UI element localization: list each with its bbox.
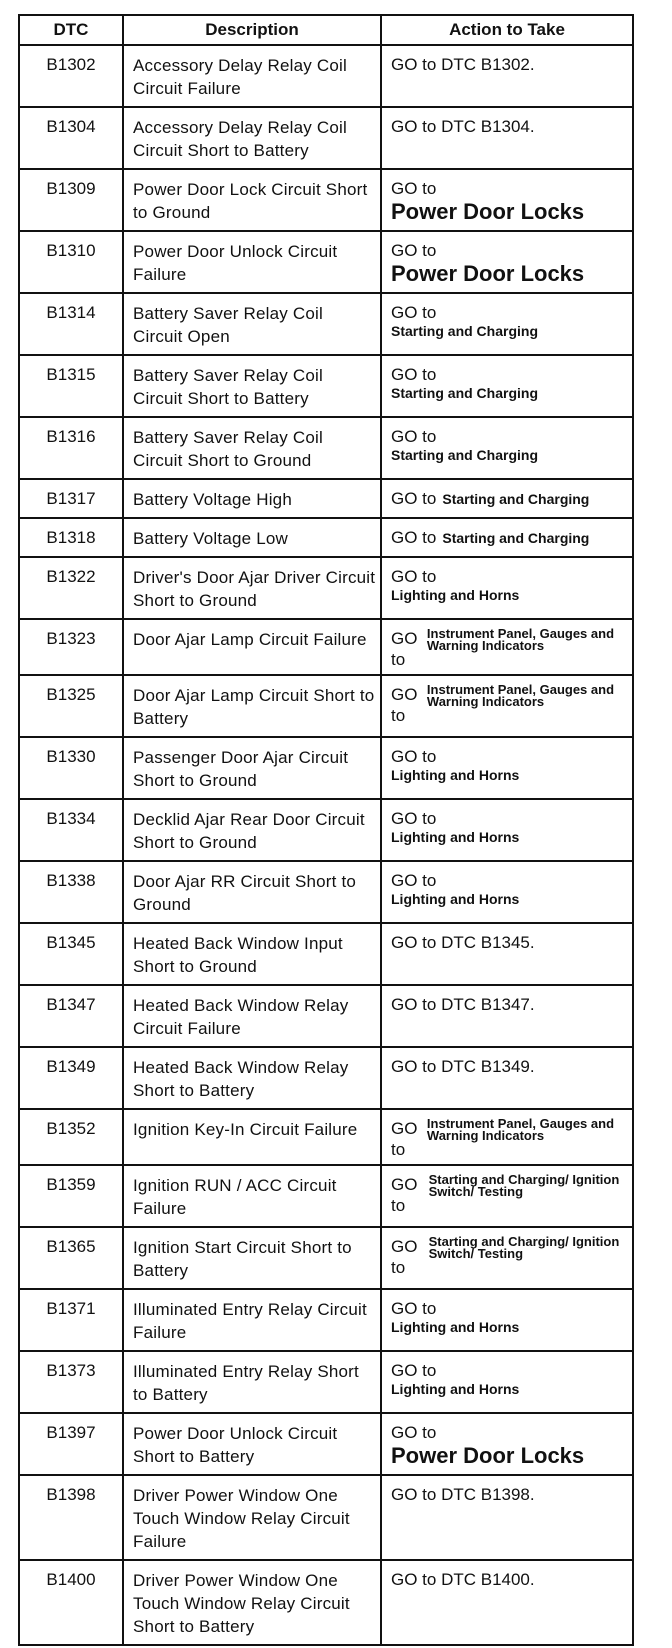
table-row bbox=[19, 675, 633, 737]
action-text: GO to bbox=[391, 747, 437, 766]
action-text: GO to bbox=[391, 1119, 418, 1159]
dtc-description: Accessory Delay Relay Coil Circuit Failure bbox=[123, 45, 381, 107]
dtc-description: Decklid Ajar Rear Door Circuit Short to Ground bbox=[123, 799, 381, 861]
action-section-link[interactable]: Power Door Locks bbox=[391, 1443, 585, 1468]
dtc-code: B1397 bbox=[19, 1413, 123, 1475]
action-cell bbox=[381, 417, 633, 479]
action-text: GO to bbox=[391, 365, 437, 384]
action-inline-group bbox=[391, 628, 630, 670]
dtc-code: B1310 bbox=[19, 231, 123, 293]
action-cell bbox=[381, 737, 633, 799]
table-row bbox=[19, 1289, 633, 1351]
dtc-code: B1315 bbox=[19, 355, 123, 417]
dtc-description: Accessory Delay Relay Coil Circuit Short to Battery bbox=[123, 107, 381, 169]
action-cell bbox=[381, 1289, 633, 1351]
action-text: GO to bbox=[391, 685, 418, 725]
dtc-description: Heated Back Window Relay Short to Battery bbox=[123, 1047, 381, 1109]
action-text: GO to DTC B1302. bbox=[391, 55, 535, 74]
table-row bbox=[19, 985, 633, 1047]
action-section-link[interactable]: Lighting and Horns bbox=[391, 891, 520, 907]
dtc-code: B1318 bbox=[19, 518, 123, 557]
table-row bbox=[19, 1560, 633, 1645]
action-section-link[interactable]: Starting and Charging bbox=[391, 323, 538, 339]
dtc-description: Passenger Door Ajar Circuit Short to Ground bbox=[123, 737, 381, 799]
action-text: GO to bbox=[391, 489, 437, 508]
dtc-description: Battery Voltage High bbox=[123, 479, 381, 518]
action-text: GO to DTC B1304. bbox=[391, 117, 535, 136]
table-row bbox=[19, 355, 633, 417]
action-inline-group bbox=[391, 684, 630, 726]
action-text: GO to bbox=[391, 1299, 437, 1318]
header-dtc: DTC bbox=[19, 15, 123, 45]
action-cell bbox=[381, 1560, 633, 1645]
dtc-code: B1373 bbox=[19, 1351, 123, 1413]
dtc-code: B1317 bbox=[19, 479, 123, 518]
dtc-code: B1365 bbox=[19, 1227, 123, 1289]
dtc-description: Power Door Unlock Circuit Failure bbox=[123, 231, 381, 293]
action-cell bbox=[381, 1165, 633, 1227]
dtc-code: B1316 bbox=[19, 417, 123, 479]
action-text: GO to DTC B1398. bbox=[391, 1485, 535, 1504]
action-cell bbox=[381, 1047, 633, 1109]
action-text: GO to DTC B1347. bbox=[391, 995, 535, 1014]
action-text: GO to bbox=[391, 1237, 418, 1277]
action-text: GO to bbox=[391, 629, 418, 669]
table-row bbox=[19, 45, 633, 107]
table-row bbox=[19, 557, 633, 619]
dtc-code: B1302 bbox=[19, 45, 123, 107]
action-section-link[interactable]: Instrument Panel, Gauges and Warning Indicators bbox=[426, 1116, 615, 1143]
action-section-link[interactable]: Starting and Charging bbox=[442, 491, 590, 507]
action-text: GO to bbox=[391, 1175, 418, 1215]
dtc-code: B1304 bbox=[19, 107, 123, 169]
dtc-description: Driver's Door Ajar Driver Circuit Short to Ground bbox=[123, 557, 381, 619]
table-row bbox=[19, 1047, 633, 1109]
action-section-link[interactable]: Lighting and Horns bbox=[391, 587, 520, 603]
action-cell bbox=[381, 799, 633, 861]
action-cell bbox=[381, 1413, 633, 1475]
action-cell bbox=[381, 231, 633, 293]
dtc-description: Driver Power Window One Touch Window Relay Circuit Failure bbox=[123, 1475, 381, 1560]
action-cell bbox=[381, 169, 633, 231]
action-cell bbox=[381, 861, 633, 923]
action-section-link[interactable]: Power Door Locks bbox=[391, 261, 585, 286]
dtc-description: Ignition Key-In Circuit Failure bbox=[123, 1109, 381, 1165]
dtc-code: B1349 bbox=[19, 1047, 123, 1109]
action-text: GO to bbox=[391, 567, 437, 586]
table-row bbox=[19, 1109, 633, 1165]
action-text: GO to bbox=[391, 1361, 437, 1380]
table-row bbox=[19, 518, 633, 557]
table-row bbox=[19, 107, 633, 169]
dtc-description: Power Door Unlock Circuit Short to Battery bbox=[123, 1413, 381, 1475]
dtc-description: Heated Back Window Input Short to Ground bbox=[123, 923, 381, 985]
dtc-code: B1323 bbox=[19, 619, 123, 675]
action-text: GO to bbox=[391, 303, 437, 322]
action-section-link[interactable]: Starting and Charging bbox=[391, 385, 538, 401]
action-cell bbox=[381, 518, 633, 557]
action-section-link[interactable]: Starting and Charging bbox=[391, 447, 538, 463]
dtc-description: Illuminated Entry Relay Circuit Failure bbox=[123, 1289, 381, 1351]
action-cell bbox=[381, 479, 633, 518]
dtc-description: Door Ajar Lamp Circuit Failure bbox=[123, 619, 381, 675]
table-row bbox=[19, 1227, 633, 1289]
action-text: GO to bbox=[391, 528, 437, 547]
dtc-table bbox=[18, 14, 634, 1646]
action-cell bbox=[381, 1475, 633, 1560]
dtc-code: B1338 bbox=[19, 861, 123, 923]
dtc-code: B1347 bbox=[19, 985, 123, 1047]
dtc-code: B1309 bbox=[19, 169, 123, 231]
action-text: GO to bbox=[391, 241, 437, 260]
action-text: GO to DTC B1349. bbox=[391, 1057, 535, 1076]
action-section-link[interactable]: Lighting and Horns bbox=[391, 829, 520, 845]
header-description: Description bbox=[123, 15, 381, 45]
table-row bbox=[19, 737, 633, 799]
dtc-description: Illuminated Entry Relay Short to Battery bbox=[123, 1351, 381, 1413]
table-row bbox=[19, 169, 633, 231]
action-inline-group bbox=[391, 1118, 630, 1160]
action-text: GO to DTC B1345. bbox=[391, 933, 535, 952]
action-section-link[interactable]: Power Door Locks bbox=[391, 199, 585, 224]
table-row bbox=[19, 861, 633, 923]
dtc-code: B1325 bbox=[19, 675, 123, 737]
action-cell bbox=[381, 1227, 633, 1289]
dtc-code: B1322 bbox=[19, 557, 123, 619]
action-cell bbox=[381, 355, 633, 417]
action-cell bbox=[381, 1109, 633, 1165]
header-action: Action to Take bbox=[381, 15, 633, 45]
dtc-code: B1400 bbox=[19, 1560, 123, 1645]
action-cell bbox=[381, 45, 633, 107]
action-section-link[interactable]: Lighting and Horns bbox=[391, 767, 520, 783]
table-row bbox=[19, 1413, 633, 1475]
dtc-description: Ignition RUN / ACC Circuit Failure bbox=[123, 1165, 381, 1227]
action-cell bbox=[381, 293, 633, 355]
action-section-link[interactable]: Lighting and Horns bbox=[391, 1381, 520, 1397]
action-text: GO to bbox=[391, 1423, 437, 1442]
dtc-description: Power Door Lock Circuit Short to Ground bbox=[123, 169, 381, 231]
action-section-link[interactable]: Lighting and Horns bbox=[391, 1319, 520, 1335]
table-row bbox=[19, 1165, 633, 1227]
dtc-description: Door Ajar Lamp Circuit Short to Battery bbox=[123, 675, 381, 737]
action-section-link[interactable]: Starting and Charging bbox=[442, 530, 590, 546]
action-inline-group bbox=[391, 1236, 630, 1278]
dtc-code: B1330 bbox=[19, 737, 123, 799]
action-text: GO to bbox=[391, 871, 437, 890]
action-cell bbox=[381, 923, 633, 985]
action-section-link[interactable]: Starting and Charging/ Ignition Switch/ Testing bbox=[428, 1234, 620, 1261]
action-cell bbox=[381, 985, 633, 1047]
action-section-link[interactable]: Instrument Panel, Gauges and Warning Indicators bbox=[426, 682, 615, 709]
table-header bbox=[19, 15, 633, 45]
action-cell bbox=[381, 619, 633, 675]
table-row bbox=[19, 1475, 633, 1560]
dtc-description: Battery Voltage Low bbox=[123, 518, 381, 557]
table-row bbox=[19, 923, 633, 985]
action-cell bbox=[381, 675, 633, 737]
header-row bbox=[19, 15, 633, 45]
action-section-link[interactable]: Starting and Charging/ Ignition Switch/ Testing bbox=[428, 1172, 620, 1199]
action-inline-group bbox=[391, 1174, 630, 1216]
table-row bbox=[19, 619, 633, 675]
table-row bbox=[19, 1351, 633, 1413]
action-section-link[interactable]: Instrument Panel, Gauges and Warning Indicators bbox=[426, 626, 615, 653]
table-row bbox=[19, 799, 633, 861]
table-row bbox=[19, 231, 633, 293]
action-cell bbox=[381, 107, 633, 169]
dtc-code: B1359 bbox=[19, 1165, 123, 1227]
action-text: GO to bbox=[391, 179, 437, 198]
dtc-description: Heated Back Window Relay Circuit Failure bbox=[123, 985, 381, 1047]
dtc-code: B1345 bbox=[19, 923, 123, 985]
table-row bbox=[19, 479, 633, 518]
action-text: GO to bbox=[391, 809, 437, 828]
dtc-description: Ignition Start Circuit Short to Battery bbox=[123, 1227, 381, 1289]
dtc-code: B1334 bbox=[19, 799, 123, 861]
dtc-code: B1314 bbox=[19, 293, 123, 355]
action-cell bbox=[381, 557, 633, 619]
table-row bbox=[19, 417, 633, 479]
action-text: GO to bbox=[391, 427, 437, 446]
dtc-code: B1398 bbox=[19, 1475, 123, 1560]
dtc-description: Battery Saver Relay Coil Circuit Short to Ground bbox=[123, 417, 381, 479]
dtc-code: B1371 bbox=[19, 1289, 123, 1351]
dtc-description: Door Ajar RR Circuit Short to Ground bbox=[123, 861, 381, 923]
table-row bbox=[19, 293, 633, 355]
dtc-code: B1352 bbox=[19, 1109, 123, 1165]
dtc-description: Battery Saver Relay Coil Circuit Open bbox=[123, 293, 381, 355]
table-body bbox=[19, 45, 633, 1645]
action-text: GO to DTC B1400. bbox=[391, 1570, 535, 1589]
action-cell bbox=[381, 1351, 633, 1413]
dtc-description: Battery Saver Relay Coil Circuit Short to Battery bbox=[123, 355, 381, 417]
dtc-description: Driver Power Window One Touch Window Relay Circuit Short to Battery bbox=[123, 1560, 381, 1645]
